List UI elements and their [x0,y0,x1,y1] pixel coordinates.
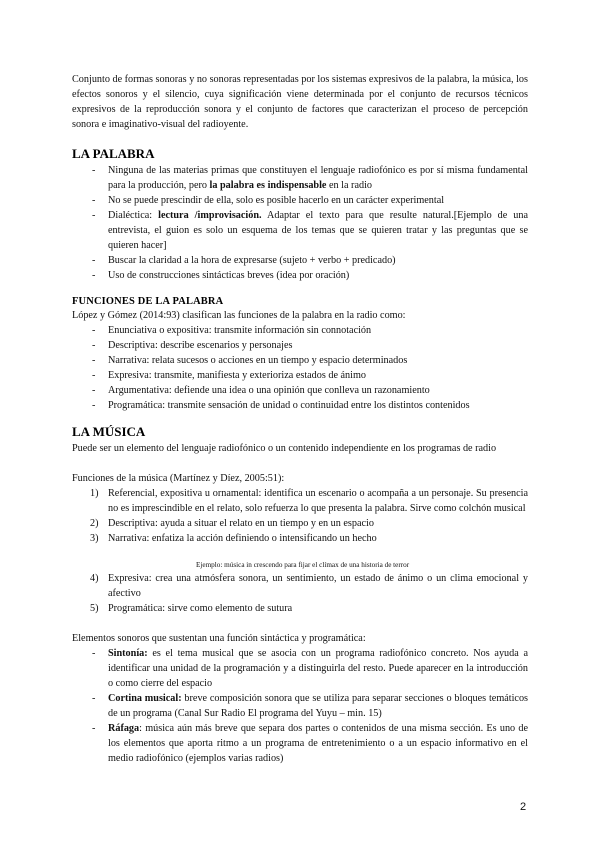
dash-bullet: - [92,195,96,206]
dash-bullet: - [92,325,96,336]
item-number: 2) [90,518,99,529]
list-item: - Uso de construcciones sintácticas breves (idea por oración) [92,270,350,281]
funciones-list [72,323,528,413]
example-note: Ejemplo: música in crescendo para fijar el clímax de una historia de terror [196,561,410,569]
list-item: - Buscar la claridad a la hora de expresarse (sujeto + verbo + predicado) [92,255,396,266]
dash-bullet: - [92,165,96,176]
list-item: - Programática: transmite sensación de unidad o continuidad entre los distintos contenidos [92,400,470,411]
list-item: 2) Descriptiva: ayuda a situar el relato en un tiempo y en un espacio [90,518,374,529]
list-item: - No se puede prescindir de ella, solo es posible hacerlo en un carácter experimental [92,195,445,206]
musica-funciones-list [72,486,528,546]
list-item: - Descriptiva: describe escenarios y personajes [92,340,293,351]
dash-bullet: - [92,355,96,366]
dash-bullet: - [92,255,96,266]
list-item: - Argumentativa: defiende una idea o una opinión que conlleva un razonamiento [92,385,430,396]
palabra-list [72,163,528,283]
list-item: - Dialéctica: lectura /improvisación. Adaptar el texto para que resulte natural.[Ejemplo de una entrevista, el guion es solo un esquema de los temas que se quieren tratar y las preguntas que se quieren hacer] [92,210,528,251]
funciones-intro: López y Gómez (2014:93) clasifican las funciones de la palabra en la radio como: [72,310,406,321]
dash-bullet: - [92,693,96,704]
intro-paragraph: Conjunto de formas sonoras y no sonoras representadas por los sistemas expresivos de la palabra, la música, los efectos sonoros y el silencio, cuya significación viene determinada por el conjunto de recursos técnicos expresivos de la reproducción sonora y el conjunto de factores que caracterizan el proceso de percepción sonora e imaginativo-visual del radioyente. [72,74,528,130]
list-item: 5) Programática: sirve como elemento de sutura [90,603,293,614]
dash-bullet: - [92,385,96,396]
dash-bullet: - [92,648,96,659]
page-number: 2 [520,801,527,813]
list-item: - Enunciativa o expositiva: transmite información sin connotación [92,325,372,336]
list-item: - Expresiva: transmite, manifiesta y exterioriza estados de ánimo [92,370,366,381]
dash-bullet: - [92,210,96,221]
list-item: 4) Expresiva: crea una atmósfera sonora, un sentimiento, un estado de ánimo o un clima emocional y afectivo [90,573,528,599]
list-item: 3) Narrativa: enfatiza la acción definiendo o intensificando un hecho [90,533,377,544]
musica-intro: Puede ser un elemento del lenguaje radiofónico o un contenido independiente en los programas de radio [72,443,497,454]
list-item: - Narrativa: relata sucesos o acciones en un tiempo y espacio determinados [92,355,408,366]
dash-bullet: - [92,340,96,351]
elementos-list [72,646,528,766]
item-number: 4) [90,573,99,584]
heading-la-palabra: LA PALABRA [72,146,155,161]
musica-funciones-intro: Funciones de la música (Martínez y Díez, 2005:51): [72,473,285,484]
item-number: 3) [90,533,99,544]
heading-funciones-palabra: FUNCIONES DE LA PALABRA [72,296,224,307]
musica-funciones-list-continued [72,571,528,616]
elementos-intro: Elementos sonoros que sustentan una función sintáctica y programática: [72,633,366,644]
dash-bullet: - [92,370,96,381]
list-item: 1) Referencial, expositiva u ornamental: identifica un escenario o acompaña a un personaje. Su presencia no es imprescindible en el relato, solo refuerza lo que presenta la palabra. Sirve como colchón musical [90,488,528,514]
item-number: 1) [90,488,99,499]
dash-bullet: - [92,400,96,411]
list-item: - Sintonía: es el tema musical que se asocia con un programa radiofónico concreto. Nos ayuda a identificar una unidad de la programación y a distinguirla del resto. Puede aparecer en la introducción o como cierre del espacio [92,648,528,689]
list-item: - Ninguna de las materias primas que constituyen el lenguaje radiofónico es por sí misma fundamental para la producción, pero la palabra es indispensable en la radio [92,165,528,191]
list-item: - Ráfaga: música aún más breve que separa dos partes o contenidos de una misma sección. Es uno de los elementos que aporta ritmo a un programa de entretenimiento o a un espacio informativo en el medio radiofónico (ejemplos varias radios) [92,723,528,764]
item-number: 5) [90,603,99,614]
dash-bullet: - [92,723,96,734]
dash-bullet: - [92,270,96,281]
list-item: - Cortina musical: breve composición sonora que se utiliza para separar secciones o bloques temáticos de un programa (Canal Sur Radio El programa del Yuyu – min. 15) [92,693,528,719]
heading-la-musica: LA MÚSICA [72,424,146,439]
